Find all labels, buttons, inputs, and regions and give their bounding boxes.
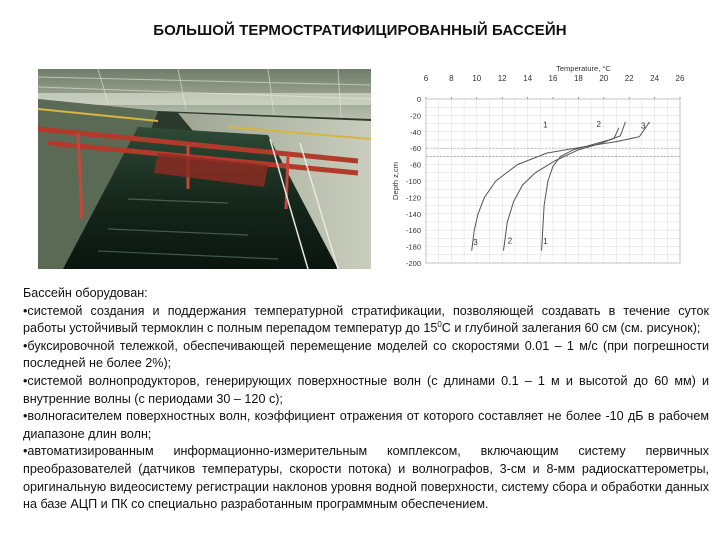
curve-label: 3 [640, 121, 646, 131]
x-tick-label: 22 [624, 74, 634, 83]
y-tick-label: -20 [410, 111, 421, 121]
x-tick-label: 6 [423, 74, 429, 83]
x-tick-label: 10 [472, 74, 482, 83]
bullet-5: •автоматизированным информационно-измерительным комплексом, включающим систему первичных преобразователей (датчиков температуры, скорости потока) и волнографов, 3-см и 8-мм радиоскаттерометры, оригинальную видеосистему регистрации наклонов уровня водной поверхности, систему сбора и обработки данных на базе АЦП и ПК со специально разработанным программным обеспечением. [23, 444, 709, 512]
x-tick-label: 8 [449, 74, 454, 83]
curve-label: 1 [543, 237, 548, 247]
x-tick-label: 18 [573, 74, 583, 83]
y-tick-label: -160 [405, 226, 421, 236]
intro-text: Бассейн оборудован: [23, 286, 148, 300]
pool-photo [38, 69, 371, 269]
x-tick-label: 14 [523, 74, 533, 83]
y-tick-label: -120 [405, 193, 421, 203]
x-tick-label: 24 [650, 74, 660, 83]
y-axis-label: Depth z,cm [391, 162, 400, 200]
page-title: БОЛЬШОЙ ТЕРМОСТРАТИФИЦИРОВАННЫЙ БАССЕЙН [153, 22, 567, 39]
y-tick-label: -40 [410, 127, 421, 137]
x-axis-label: Temperature, °C [556, 64, 611, 73]
bullet-3: •системой волнопродукторов, генерирующих поверхностные волн (с длинами 0.1 – 1 м и высотой до 60 мм) и внутренние волны (с периодами 30 – 120 с); [23, 373, 709, 406]
temperature-depth-chart [386, 62, 692, 272]
y-tick-label: -80 [410, 160, 421, 170]
x-tick-label: 26 [675, 74, 685, 83]
y-tick-label: -200 [405, 259, 421, 268]
curve-label: 2 [596, 119, 601, 129]
curve-label: 2 [507, 236, 513, 246]
curve-label: 1 [543, 120, 548, 130]
y-tick-label: -140 [405, 209, 421, 219]
y-tick-label: 0 [416, 95, 421, 104]
y-tick-label: -60 [410, 144, 421, 154]
x-tick-label: 20 [599, 74, 609, 83]
bullet-4: •волногасителем поверхностных волн, коэффициент отражения от которого составляет не более -10 дБ в рабочем диапазоне длин волн; [23, 409, 709, 441]
curve-label: 3 [473, 237, 478, 247]
bullet-2: •буксировочной тележкой, обеспечивающей перемещение моделей со скоростями 0.01 – 1 м/с (при погрешности последней не более 2%); [23, 338, 709, 371]
y-tick-label: -100 [405, 177, 421, 186]
x-tick-label: 16 [548, 74, 558, 83]
description [23, 285, 709, 514]
y-tick-label: -180 [405, 242, 421, 252]
x-tick-label: 12 [497, 74, 507, 83]
bullet-1: •системой создания и поддержания температурной стратификации, позволяющей создавать в течение суток работы устойчивый термоклин с полным перепадом температур до $15^0С$ и глубиной залегания 60 см (см. рисунок); [23, 303, 709, 336]
